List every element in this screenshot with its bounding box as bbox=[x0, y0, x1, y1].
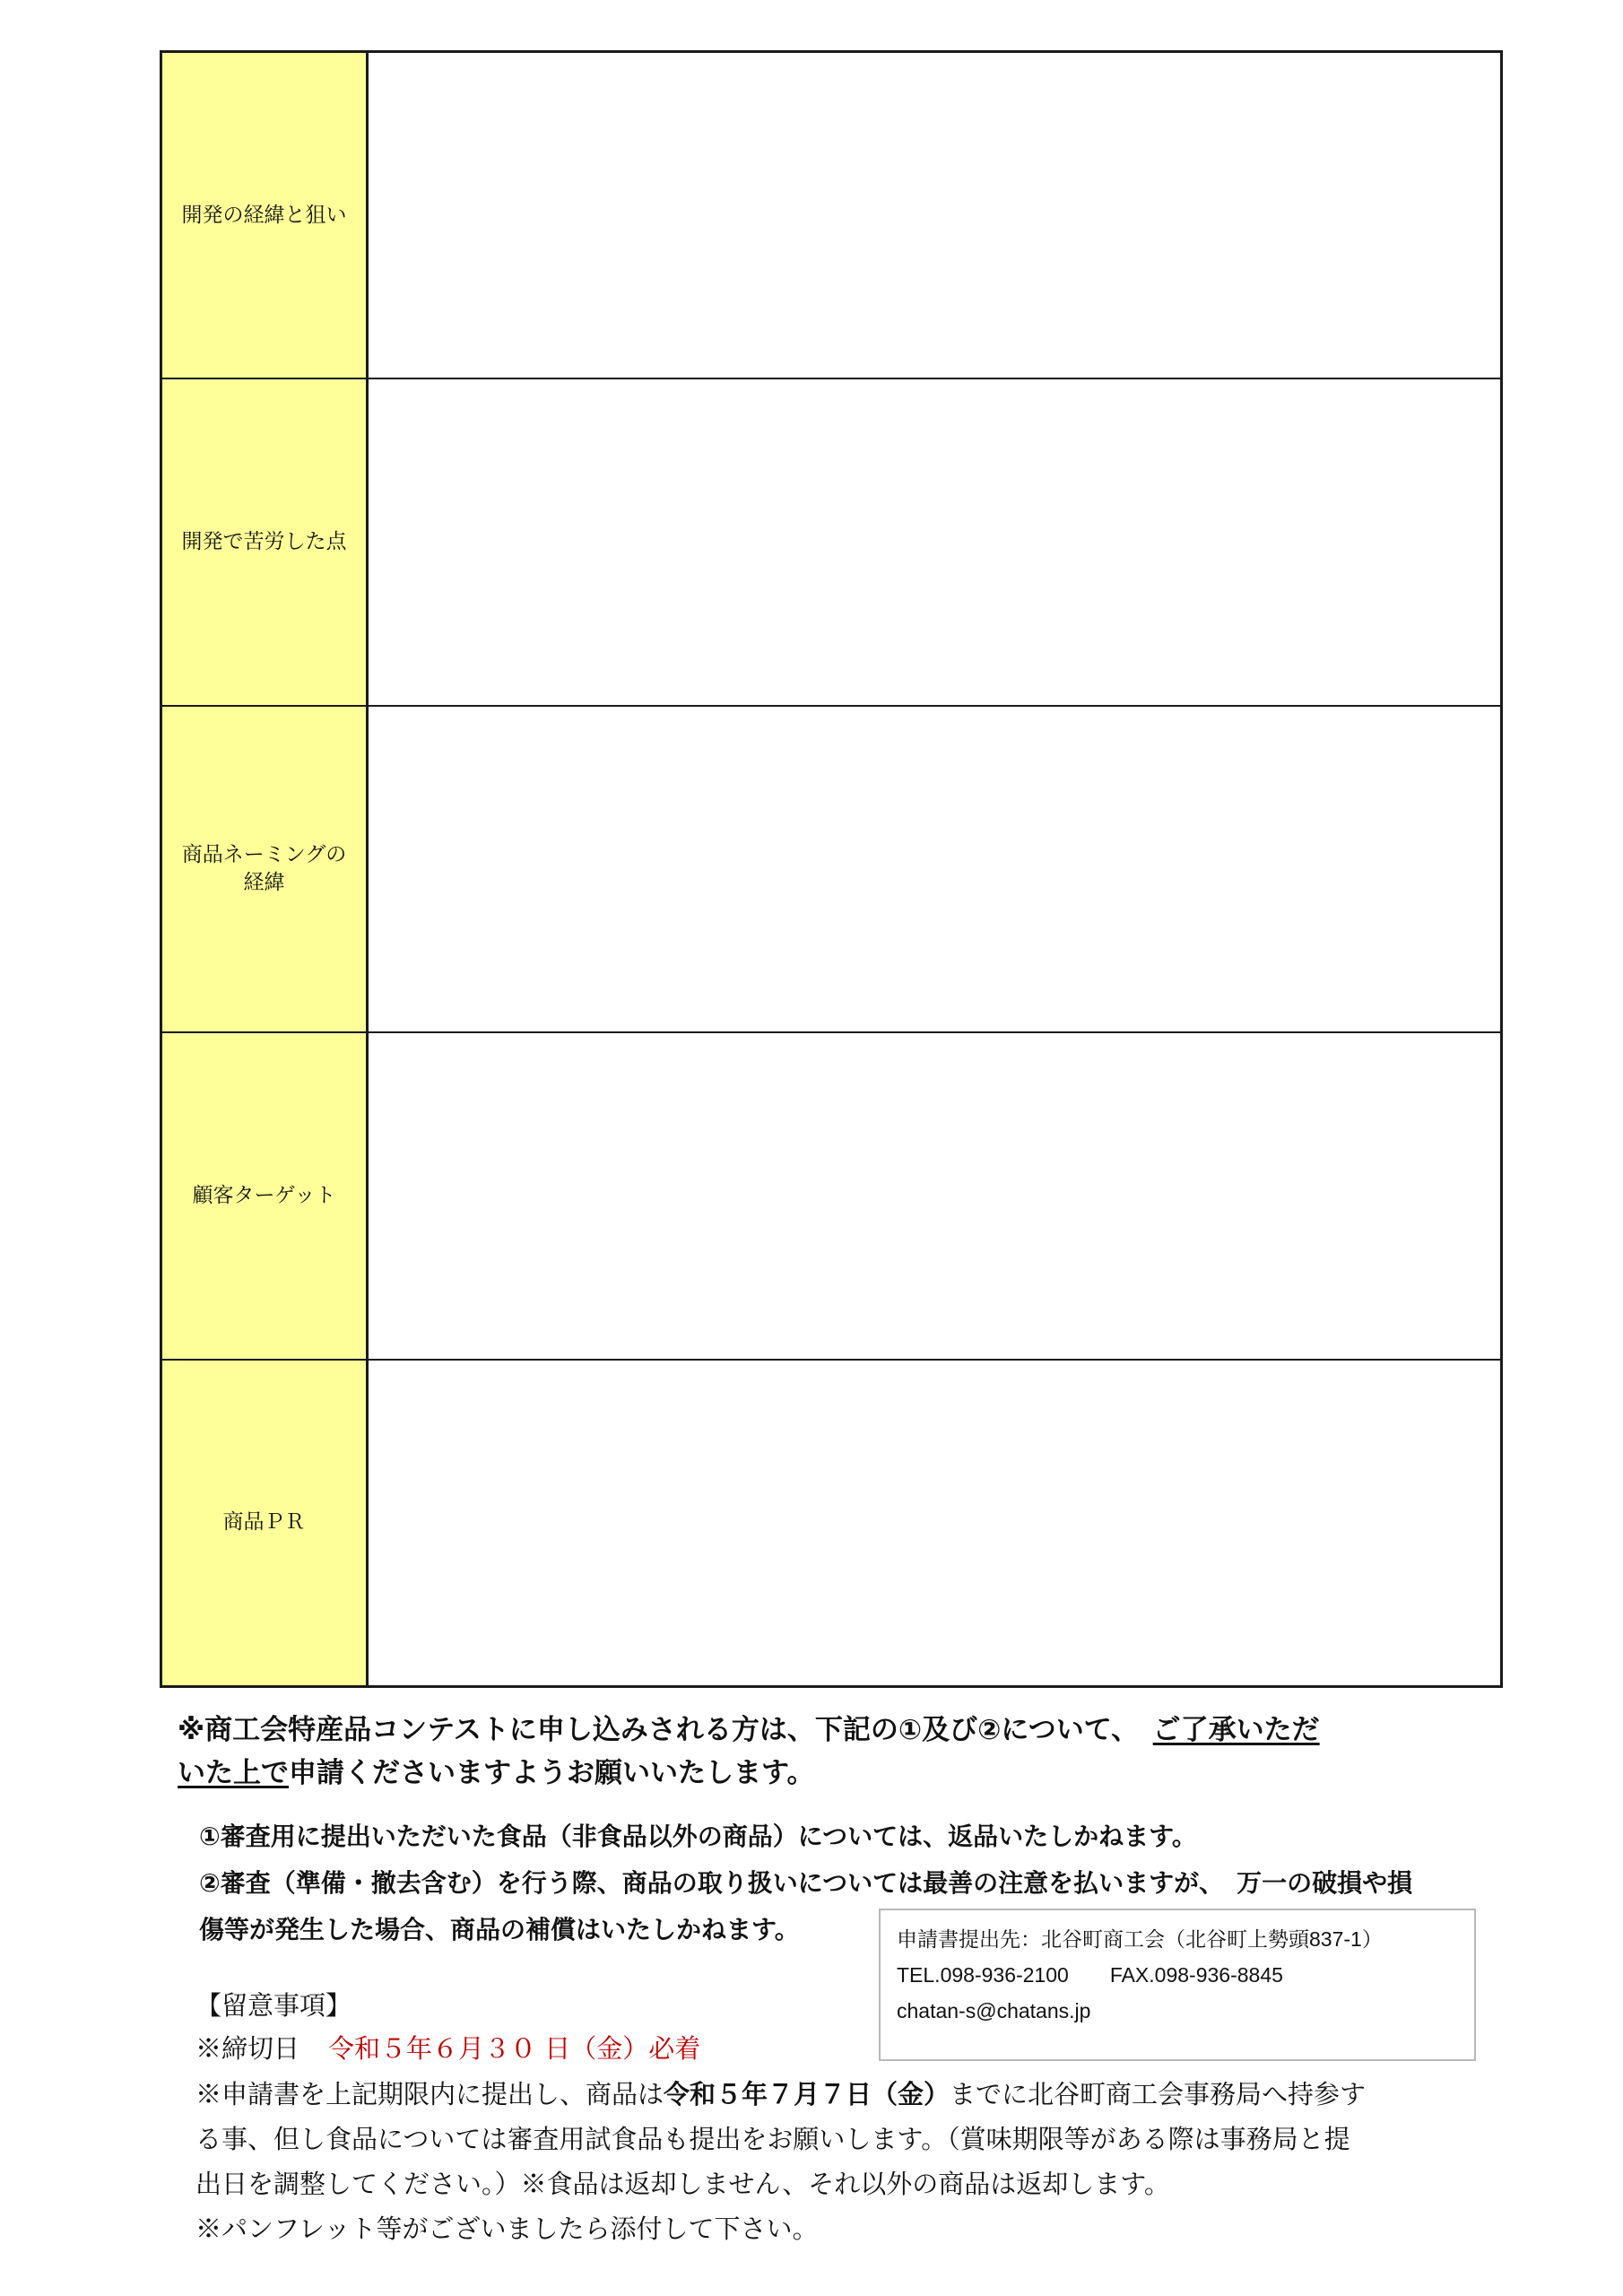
row-field-development-difficulties[interactable] bbox=[369, 379, 1500, 704]
notice-text-continued: 申請くださいますようお願いいたします。 bbox=[289, 1757, 815, 1789]
remarks-section bbox=[195, 1984, 1487, 2070]
row-label-development-difficulties: 開発で苦労した点 bbox=[162, 379, 369, 704]
notice-text: ※商工会特産品コンテストに申し込みされる方は、下記の①及び②について、 bbox=[178, 1714, 1153, 1746]
instruction-line-4: ※パンフレット等がございましたら添付して下さい。 bbox=[195, 2213, 819, 2244]
condition-item-2-line-1: ②審査（準備・撤去含む）を行う際、商品の取り扱いについては最善の注意を払いますが、 万一の破損や損 bbox=[199, 1868, 1413, 1898]
fax-number: FAX.098-936-8845 bbox=[1109, 1963, 1283, 1987]
condition-item-1: ①審査用に提出いただいた食品（非食品以外の商品）については、返品いたしかねます。 bbox=[199, 1822, 1197, 1851]
instruction-line-1 bbox=[195, 2072, 1487, 2117]
instruction-text-b: までに北谷町商工会事務局へ持参す bbox=[950, 2079, 1367, 2109]
form-row-development-background bbox=[162, 53, 1500, 379]
submission-destination: 申請書提出先：北谷町商工会（北谷町上勢頭837-1） bbox=[897, 1927, 1383, 1951]
telephone-number: TEL.098-936-2100 bbox=[897, 1963, 1069, 1987]
email-address[interactable]: chatan-s@chatans.jp bbox=[897, 1999, 1091, 2022]
row-label-product-naming: 商品ネーミングの 経緯 bbox=[162, 707, 369, 1031]
row-label-customer-target: 顧客ターゲット bbox=[162, 1033, 369, 1358]
row-field-development-background[interactable] bbox=[369, 53, 1500, 378]
row-label-development-background: 開発の経緯と狙い bbox=[162, 53, 369, 378]
form-row-product-naming bbox=[162, 707, 1500, 1033]
instruction-line-3: 出日を調整してください。）※食品は返却しません、それ以外の商品は返却します。 bbox=[195, 2169, 1170, 2199]
submission-instructions bbox=[195, 2072, 1487, 2251]
deadline-value: 令和５年６月３０ 日（金）必着 bbox=[328, 2033, 701, 2064]
condition-item-2-line-2: 傷等が発生した場合、商品の補償はいたしかねます。 bbox=[199, 1915, 800, 1944]
deadline-label: ※締切日 bbox=[195, 2033, 300, 2064]
row-field-product-pr[interactable] bbox=[369, 1361, 1500, 1685]
product-delivery-date: 令和５年７月７日（金） bbox=[664, 2079, 950, 2109]
remarks-heading: 【留意事項】 bbox=[195, 1990, 352, 2021]
form-row-customer-target bbox=[162, 1033, 1500, 1360]
contest-notice bbox=[178, 1709, 1469, 1795]
row-field-customer-target[interactable] bbox=[369, 1033, 1500, 1358]
deadline-line bbox=[195, 2027, 1487, 2070]
instruction-line-2: る事、但し食品については審査用試食品も提出をお願いします。（賞味期限等がある際は事務局と提 bbox=[195, 2124, 1350, 2154]
notice-underlined-text: ご了承いただ bbox=[1152, 1714, 1320, 1746]
row-label-product-pr: 商品ＰＲ bbox=[162, 1361, 369, 1685]
row-field-product-naming[interactable] bbox=[369, 707, 1500, 1031]
instruction-text-a: ※申請書を上記期限内に提出し、商品は bbox=[195, 2079, 664, 2109]
form-row-development-difficulties bbox=[162, 379, 1500, 706]
notice-underlined-text-continued: いた上で bbox=[178, 1757, 289, 1789]
application-form-table bbox=[160, 50, 1503, 1688]
form-row-product-pr bbox=[162, 1361, 1500, 1685]
